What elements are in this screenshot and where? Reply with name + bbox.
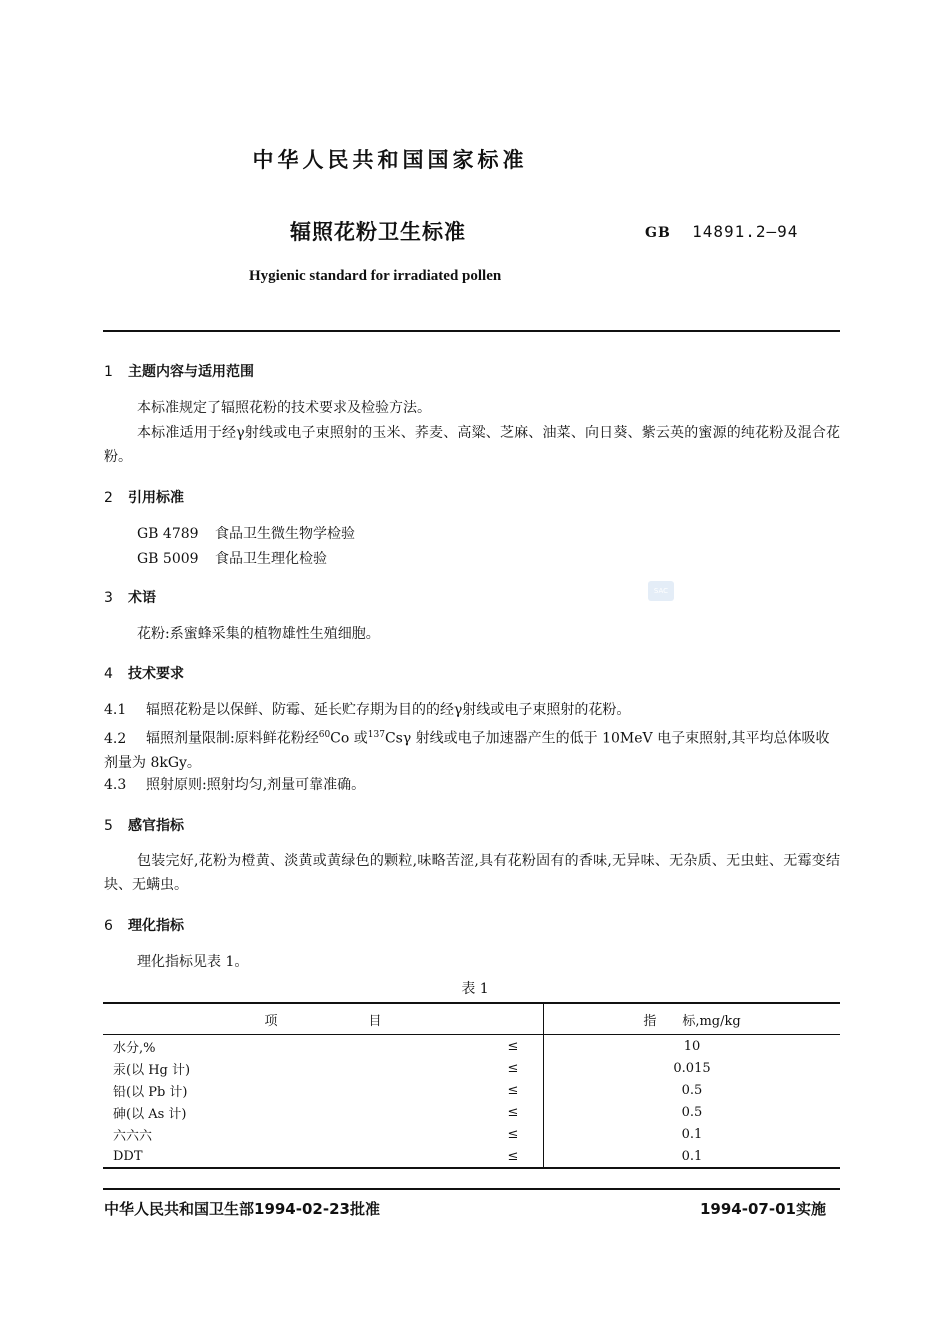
reference-code: GB 5009 <box>137 551 199 567</box>
isotope-mass-co: 60 <box>318 730 331 740</box>
table-row <box>103 1057 840 1079</box>
clause-text: 照射原则:照射均匀,剂量可靠准确。 <box>146 777 366 793</box>
section-title: 技术要求 <box>128 666 184 682</box>
row-operator: ≤ <box>483 1035 544 1058</box>
clause-text-c: Csγ 射线或电子加速器产生的低于 10MeV 电子束照射,其平均总体吸收剂量为 8kGy。 <box>104 730 830 771</box>
table-row <box>103 1101 840 1123</box>
section-number: 6 <box>104 918 113 934</box>
row-operator: ≤ <box>483 1079 544 1101</box>
section-5-paragraph: 包装完好,花粉为橙黄、淡黄或黄绿色的颗粒,味略苦涩,具有花粉固有的香味,无异味、无杂质、无虫蛀、无霉变结块、无螨虫。 <box>104 853 840 893</box>
row-value: 0.5 <box>681 1104 703 1120</box>
row-value: 0.015 <box>673 1060 711 1076</box>
clause-number: 4.2 <box>104 730 127 747</box>
section-number: 3 <box>104 590 113 606</box>
header-rule <box>103 330 840 332</box>
table-1 <box>103 1002 840 1169</box>
table-caption: 表 1 <box>461 981 489 997</box>
clause-text-b: Co 或 <box>330 730 368 747</box>
reference-item <box>137 523 355 543</box>
section-3-heading <box>104 587 156 607</box>
footer-rule <box>103 1188 840 1190</box>
table-header-row <box>103 1003 840 1035</box>
sac-watermark-logo: SAC <box>648 581 674 601</box>
row-name: 砷(以 As 计) <box>113 1106 187 1122</box>
clause-4-1 <box>104 698 840 722</box>
section-2-heading <box>104 487 184 507</box>
row-operator: ≤ <box>483 1101 544 1123</box>
section-1-paragraph-1: 本标准规定了辐照花粉的技术要求及检验方法。 <box>137 400 431 416</box>
english-title: Hygienic standard for irradiated pollen <box>249 268 502 284</box>
section-title: 理化指标 <box>128 918 184 934</box>
row-operator: ≤ <box>483 1057 544 1079</box>
row-name: 水分,% <box>113 1040 156 1056</box>
clause-4-2 <box>104 723 840 775</box>
section-number: 2 <box>104 490 113 506</box>
standard-prefix: GB <box>645 225 671 241</box>
row-name: 铅(以 Pb 计) <box>113 1084 188 1100</box>
approval-date: 中华人民共和国卫生部1994-02-23批准 <box>104 1200 380 1218</box>
section-title: 引用标准 <box>128 490 184 506</box>
section-number: 1 <box>104 364 113 380</box>
standard-code: 14891.2—94 <box>692 222 799 241</box>
section-title: 术语 <box>128 590 156 606</box>
effective-date: 1994-07-01实施 <box>700 1200 826 1218</box>
row-value: 0.5 <box>681 1082 703 1098</box>
table-row <box>103 1145 840 1168</box>
section-1-paragraph-2: 本标准适用于经γ射线或电子束照射的玉米、荞麦、高粱、芝麻、油菜、向日葵、紫云英的蜜源的纯花粉及混合花粉。 <box>104 425 840 465</box>
table-row <box>103 1123 840 1145</box>
section-3-paragraph: 花粉:系蜜蜂采集的植物雄性生殖细胞。 <box>137 626 380 642</box>
section-4-heading <box>104 663 184 683</box>
clause-text-a: 辐照剂量限制:原料鲜花粉经 <box>146 730 319 747</box>
reference-name: 食品卫生理化检验 <box>215 551 327 567</box>
clause-number: 4.1 <box>104 702 127 718</box>
reference-code: GB 4789 <box>137 526 199 542</box>
clause-4-3 <box>104 773 840 797</box>
row-name: 汞(以 Hg 计) <box>113 1062 191 1078</box>
clause-number: 4.3 <box>104 777 127 793</box>
reference-name: 食品卫生微生物学检验 <box>215 526 355 542</box>
table-row <box>103 1035 840 1058</box>
table-row <box>103 1079 840 1101</box>
section-1-heading <box>104 361 254 381</box>
row-operator: ≤ <box>483 1145 544 1168</box>
section-6-heading <box>104 915 184 935</box>
row-value: 0.1 <box>681 1126 703 1142</box>
isotope-mass-cs: 137 <box>367 730 385 740</box>
clause-text: 辐照花粉是以保鲜、防霉、延长贮存期为目的的经γ射线或电子束照射的花粉。 <box>146 702 631 718</box>
reference-item <box>137 548 327 568</box>
row-value: 10 <box>683 1038 701 1054</box>
document-title: 辐照花粉卫生标准 <box>290 220 466 244</box>
section-6-paragraph: 理化指标见表 1。 <box>137 954 249 970</box>
section-number: 5 <box>104 818 113 834</box>
header-value: 指 标,mg/kg <box>544 1003 841 1035</box>
section-number: 4 <box>104 666 113 682</box>
standard-number <box>645 222 798 241</box>
header-item: 项 目 <box>103 1003 544 1035</box>
row-name: 六六六 <box>113 1128 153 1144</box>
row-operator: ≤ <box>483 1123 544 1145</box>
national-standard-title: 中华人民共和国国家标准 <box>252 148 528 172</box>
section-5-heading <box>104 815 184 835</box>
section-title: 感官指标 <box>128 818 184 834</box>
section-title: 主题内容与适用范围 <box>128 364 254 380</box>
row-value: 0.1 <box>544 1145 841 1168</box>
row-name: DDT <box>103 1145 483 1168</box>
